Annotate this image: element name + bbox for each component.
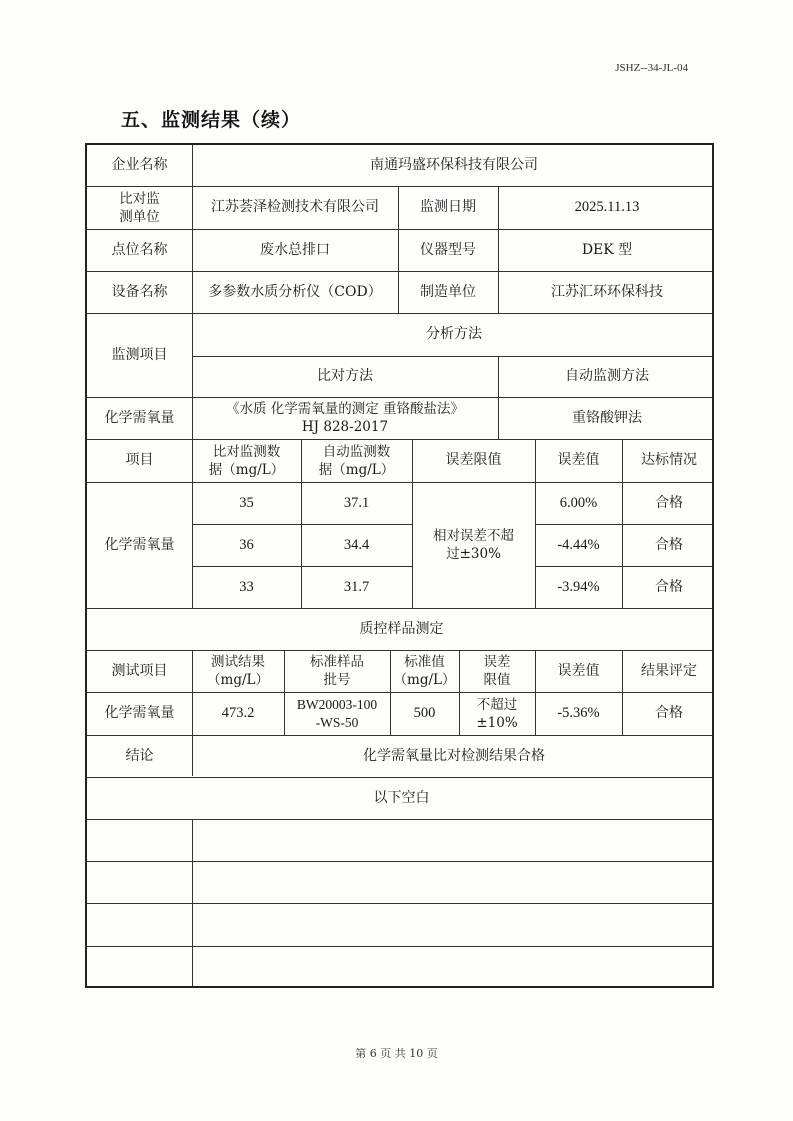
qc-header-limit: 误差 限值	[483, 654, 511, 688]
status-value: 合格	[655, 578, 683, 595]
company-value: 南通玛盛环保科技有限公司	[370, 157, 538, 173]
compare-value: 35	[239, 494, 254, 511]
header-item: 项目	[125, 452, 154, 468]
monitoring-item-label: 监测项目	[111, 346, 168, 363]
row-divider	[87, 946, 714, 947]
compare-method-label: 比对方法	[317, 368, 373, 384]
header-error-value: 误差值	[557, 452, 600, 468]
qc-evaluation: 合格	[655, 705, 683, 721]
col-divider	[192, 819, 193, 988]
error-value: -3.94%	[557, 578, 600, 595]
header-error-limit: 误差限值	[445, 452, 502, 468]
date-label: 监测日期	[420, 199, 476, 215]
status-value: 合格	[655, 494, 683, 511]
compare-method-value: 《水质 化学需氧量的测定 重铬酸盐法》 HJ 828-2017	[225, 401, 465, 435]
method-item-name: 化学需氧量	[104, 409, 175, 426]
device-label: 设备名称	[111, 283, 168, 300]
blank-note: 以下空白	[373, 789, 430, 806]
auto-value: 34.4	[343, 536, 370, 553]
auto-value: 37.1	[343, 494, 370, 511]
results-table	[85, 143, 714, 988]
row-divider	[87, 903, 714, 904]
analysis-method-label: 分析方法	[426, 326, 482, 342]
company-label: 企业名称	[111, 157, 168, 173]
status-value: 合格	[655, 536, 683, 553]
date-value: 2025.11.13	[574, 199, 640, 215]
qc-header-evaluation: 结果评定	[641, 662, 697, 679]
comparison-error-limit: 相对误差不超 过±30%	[433, 528, 514, 562]
qc-header-standard: 标准值 （mg/L）	[393, 654, 456, 688]
qc-batch: BW20003-100 -WS-50	[296, 696, 378, 730]
qc-header-error: 误差值	[557, 662, 600, 679]
qc-limit: 不超过 ±10%	[476, 696, 518, 731]
row-divider	[87, 861, 714, 862]
conclusion-label: 结论	[125, 747, 154, 764]
row-divider	[87, 819, 714, 820]
document-code: JSHZ--34-JL-04	[615, 62, 688, 74]
compare-value: 33	[239, 578, 254, 595]
qc-header-batch: 标准样品 批号	[310, 654, 364, 688]
header-status: 达标情况	[641, 452, 697, 468]
device-value: 多参数水质分析仪（COD）	[208, 283, 382, 300]
point-label: 点位名称	[111, 241, 168, 258]
comparison-item-name: 化学需氧量	[104, 536, 175, 553]
section-title: 五、监测结果（续）	[121, 109, 302, 131]
compare-value: 36	[239, 536, 254, 553]
qc-header-item: 测试项目	[111, 662, 168, 679]
qc-standard: 500	[413, 705, 436, 721]
header-auto-data: 自动监测数 据（mg/L）	[318, 443, 395, 478]
qc-header-result: 测试结果 （mg/L）	[207, 654, 269, 688]
auto-method-value: 重铬酸钾法	[572, 409, 642, 426]
header-compare-data: 比对监测数 据（mg/L）	[208, 443, 285, 478]
conclusion-value: 化学需氧量比对检测结果合格	[363, 747, 545, 764]
qc-item: 化学需氧量	[104, 705, 175, 721]
qc-error: -5.36%	[557, 705, 600, 721]
maker-label: 制造单位	[420, 283, 476, 300]
page-footer: 第 6 页 共 10 页	[355, 1047, 438, 1060]
auto-method-label: 自动监测方法	[565, 368, 649, 384]
model-label: 仪器型号	[420, 241, 476, 258]
compare-unit-label: 比对监 测单位	[119, 190, 160, 225]
model-value: DEK 型	[581, 241, 633, 258]
qc-result: 473.2	[221, 705, 255, 721]
compare-unit-value: 江苏荟泽检测技术有限公司	[211, 199, 379, 215]
error-value: -4.44%	[557, 536, 600, 553]
maker-value: 江苏汇环环保科技	[551, 283, 663, 300]
point-value: 废水总排口	[260, 241, 330, 258]
auto-value: 31.7	[343, 578, 370, 595]
error-value: 6.00%	[559, 494, 598, 511]
qc-title: 质控样品测定	[359, 620, 444, 637]
